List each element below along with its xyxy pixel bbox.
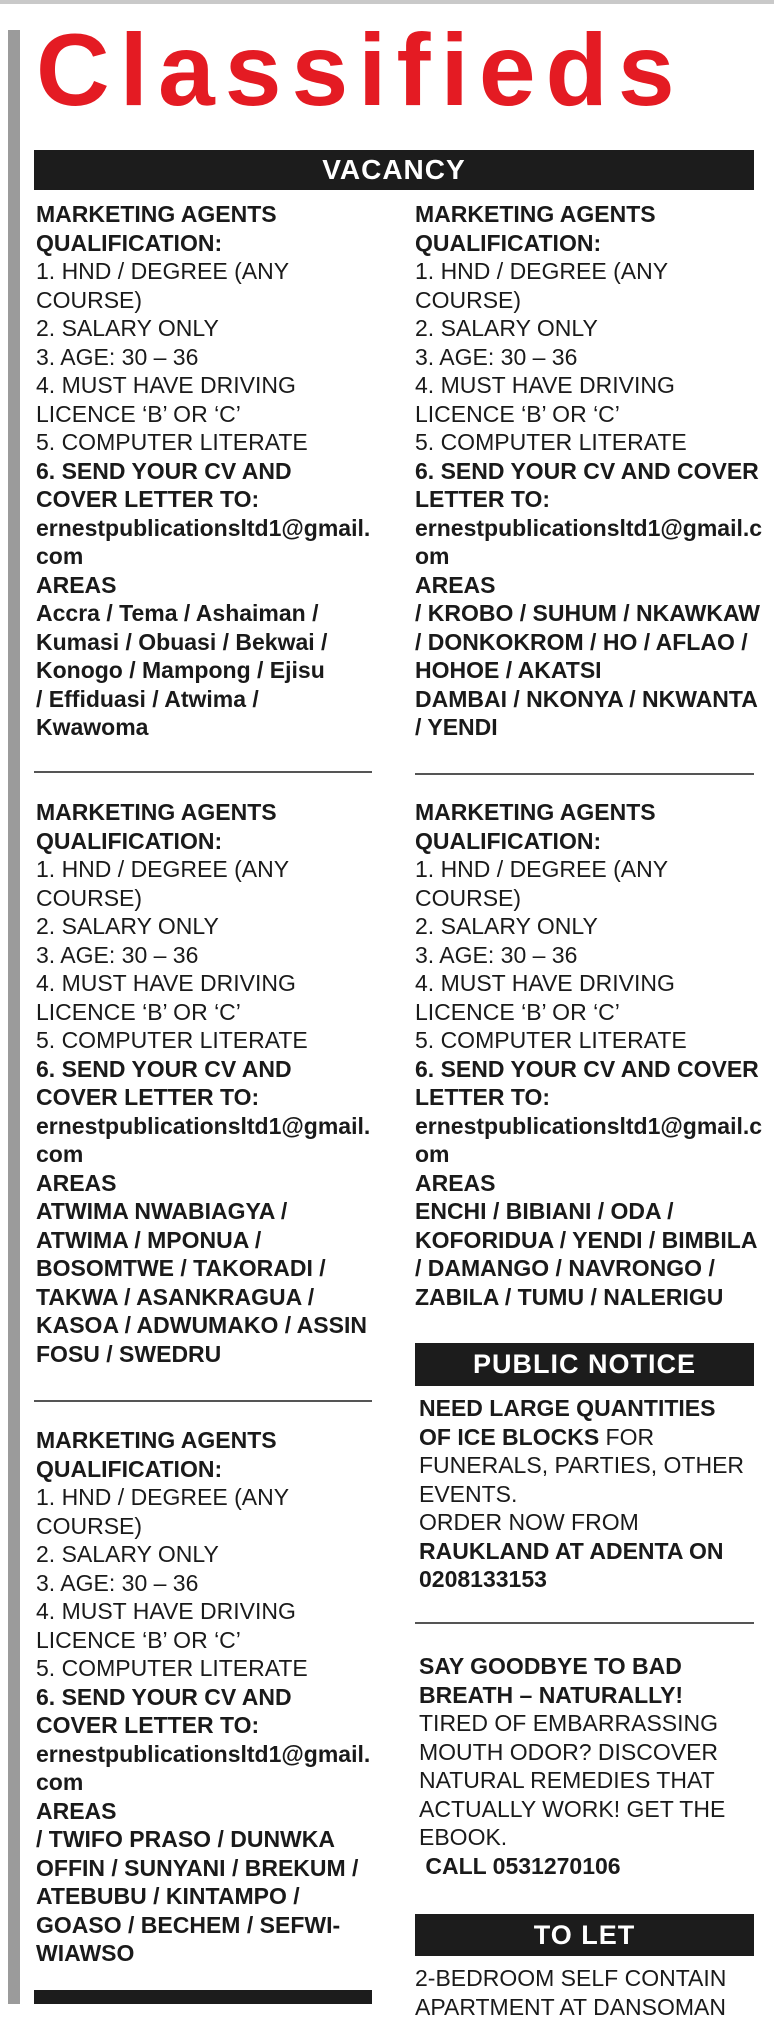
notice-text: TIRED OF EMBARRASSING [419,1709,759,1738]
ad-area-list: / KROBO / SUHUM / NKAWKAW [415,599,760,628]
notice-text: EBOOK. [419,1823,759,1852]
ad-area-list: OFFIN / SUNYANI / BREKUM / [36,1854,381,1883]
ad-area-list: KASOA / ADWUMAKO / ASSIN [36,1311,381,1340]
ad-requirement: 5. COMPUTER LITERATE [36,428,381,457]
ad-divider [34,771,372,773]
ad-area-list: TAKWA / ASANKRAGUA / [36,1283,381,1312]
ad-requirement: COURSE) [36,1512,381,1541]
notice-headline: SAY GOODBYE TO BAD [419,1652,759,1681]
to-let-headline: 2-BEDROOM SELF CONTAIN [415,1964,755,1993]
ad-email: ernestpublicationsltd1@gmail. [36,1740,381,1769]
ad-requirement: 1. HND / DEGREE (ANY [415,855,760,884]
ad-area-list: / DAMANGO / NAVRONGO / [415,1254,760,1283]
ad-requirement: 1. HND / DEGREE (ANY [36,855,381,884]
ad-requirement: 2. SALARY ONLY [36,912,381,941]
ad-qualification-label: QUALIFICATION: [36,827,381,856]
ad-requirement: 3. AGE: 30 – 36 [415,343,760,372]
ad-areas-label: AREAS [36,571,381,600]
ad-requirement: COURSE) [415,884,760,913]
notice-headline: NEED LARGE QUANTITIES [419,1394,759,1423]
notice-headline: BREATH – NATURALLY! [419,1681,759,1710]
notice-text: ORDER NOW FROM [419,1508,759,1537]
ad-requirement: 4. MUST HAVE DRIVING [415,969,760,998]
ad-qualification-label: QUALIFICATION: [36,1455,381,1484]
ad-email: ernestpublicationsltd1@gmail. [36,514,381,543]
ad-requirement: 2. SALARY ONLY [415,912,760,941]
notice-text: ACTUALLY WORK! GET THE [419,1795,759,1824]
ad-send-instruction: COVER LETTER TO: [36,485,381,514]
ad-area-list: GOASO / BECHEM / SEFWI- [36,1911,381,1940]
ad-qualification-label: QUALIFICATION: [415,827,760,856]
ad-requirement: LICENCE ‘B’ OR ‘C’ [36,998,381,1027]
ad-areas-label: AREAS [415,571,760,600]
ad-area-list: Kwawoma [36,713,381,742]
ad-areas-label: AREAS [415,1169,760,1198]
notice-phone: 0208133153 [419,1565,759,1594]
ad-area-list: / TWIFO PRASO / DUNWKA [36,1825,381,1854]
ad-email: com [36,1768,381,1797]
notice-text: EVENTS. [419,1480,759,1509]
ad-area-list: / DONKOKROM / HO / AFLAO / [415,628,760,657]
ad-requirement: 5. COMPUTER LITERATE [36,1654,381,1683]
ad-requirement: 4. MUST HAVE DRIVING [36,1597,381,1626]
ad-requirement: COURSE) [36,286,381,315]
ad-area-list: BOSOMTWE / TAKORADI / [36,1254,381,1283]
notice-text: NATURAL REMEDIES THAT [419,1766,759,1795]
ad-requirement: 5. COMPUTER LITERATE [36,1026,381,1055]
ice-blocks-notice [419,1394,759,1594]
bad-breath-notice [419,1652,759,1880]
ad-send-instruction: 6. SEND YOUR CV AND COVER [415,457,760,486]
vacancy-ad [36,200,381,742]
ad-requirement: 5. COMPUTER LITERATE [415,1026,760,1055]
section-banner-vacancy: VACANCY [34,150,754,190]
notice-vendor: RAUKLAND AT ADENTA ON [419,1537,759,1566]
ad-send-instruction: COVER LETTER TO: [36,1083,381,1112]
ad-qualification-label: QUALIFICATION: [36,229,381,258]
ad-requirement: LICENCE ‘B’ OR ‘C’ [36,400,381,429]
ad-qualification-label: QUALIFICATION: [415,229,760,258]
notice-divider [415,1622,754,1624]
ad-email: ernestpublicationsltd1@gmail. [36,1112,381,1141]
ad-email: om [415,1140,760,1169]
ad-areas-label: AREAS [36,1797,381,1826]
ad-title: MARKETING AGENTS [415,200,760,229]
ad-area-list: ATWIMA NWABIAGYA / [36,1197,381,1226]
ad-area-list: WIAWSO [36,1939,381,1968]
ad-requirement: 5. COMPUTER LITERATE [415,428,760,457]
notice-headline-bold: OF ICE BLOCKS [419,1424,599,1450]
ad-requirement: 3. AGE: 30 – 36 [36,941,381,970]
ad-send-instruction: 6. SEND YOUR CV AND [36,1683,381,1712]
ad-send-instruction: 6. SEND YOUR CV AND [36,1055,381,1084]
ad-area-list: HOHOE / AKATSI [415,656,760,685]
ad-send-instruction: 6. SEND YOUR CV AND [36,457,381,486]
vacancy-ad [36,798,381,1368]
vacancy-ad [415,200,760,742]
ad-requirement: 1. HND / DEGREE (ANY [415,257,760,286]
ad-requirement: 1. HND / DEGREE (ANY [36,257,381,286]
ad-area-list: / Effiduasi / Atwima / [36,685,381,714]
ad-areas-label: AREAS [36,1169,381,1198]
section-banner-to-let: TO LET [415,1914,754,1956]
ad-area-list: Konogo / Mampong / Ejisu [36,656,381,685]
ad-send-instruction: LETTER TO: [415,485,760,514]
to-let-ad [415,1964,755,2004]
ad-email: com [36,542,381,571]
masthead-title: Classifieds [36,14,774,126]
ad-requirement: 2. SALARY ONLY [36,1540,381,1569]
ad-area-list: Kumasi / Obuasi / Bekwai / [36,628,381,657]
ad-requirement: COURSE) [415,286,760,315]
ad-send-instruction: 6. SEND YOUR CV AND COVER [415,1055,760,1084]
ad-send-instruction: COVER LETTER TO: [36,1711,381,1740]
section-banner-public-notice: PUBLIC NOTICE [415,1343,754,1386]
ad-requirement: LICENCE ‘B’ OR ‘C’ [415,400,760,429]
ad-requirement: 2. SALARY ONLY [36,314,381,343]
vacancy-ad [415,798,760,1311]
ad-title: MARKETING AGENTS [415,798,760,827]
ad-divider [34,1400,372,1402]
ad-divider [415,773,754,775]
ad-area-list: ATWIMA / MPONUA / [36,1226,381,1255]
notice-text: FUNERALS, PARTIES, OTHER [419,1451,759,1480]
ad-area-list: Accra / Tema / Ashaiman / [36,599,381,628]
ad-requirement: 4. MUST HAVE DRIVING [415,371,760,400]
ad-title: MARKETING AGENTS [36,200,381,229]
ad-requirement: 1. HND / DEGREE (ANY [36,1483,381,1512]
notice-text: MOUTH ODOR? DISCOVER [419,1738,759,1767]
ad-requirement: LICENCE ‘B’ OR ‘C’ [415,998,760,1027]
notice-text: FOR [599,1424,654,1450]
ad-title: MARKETING AGENTS [36,798,381,827]
ad-requirement: LICENCE ‘B’ OR ‘C’ [36,1626,381,1655]
section-banner-bottom-left [34,1990,372,2004]
ad-email: com [36,1140,381,1169]
ad-email: ernestpublicationsltd1@gmail.c [415,1112,760,1141]
ad-area-list: FOSU / SWEDRU [36,1340,381,1369]
ad-requirement: 3. AGE: 30 – 36 [415,941,760,970]
vacancy-ad [36,1426,381,1968]
notice-phone: CALL 0531270106 [419,1852,759,1881]
ad-requirement: 3. AGE: 30 – 36 [36,1569,381,1598]
ad-email: ernestpublicationsltd1@gmail.c [415,514,760,543]
left-margin-bar [8,30,20,2004]
ad-requirement: 3. AGE: 30 – 36 [36,343,381,372]
ad-requirement: COURSE) [36,884,381,913]
to-let-text: APARTMENT AT DANSOMAN [415,1993,755,2021]
ad-area-list: ENCHI / BIBIANI / ODA / [415,1197,760,1226]
ad-email: om [415,542,760,571]
ad-requirement: 2. SALARY ONLY [415,314,760,343]
ad-requirement: 4. MUST HAVE DRIVING [36,969,381,998]
ad-area-list: ZABILA / TUMU / NALERIGU [415,1283,760,1312]
top-border [0,0,774,4]
ad-send-instruction: LETTER TO: [415,1083,760,1112]
ad-requirement: 4. MUST HAVE DRIVING [36,371,381,400]
ad-area-list: ATEBUBU / KINTAMPO / [36,1882,381,1911]
ad-title: MARKETING AGENTS [36,1426,381,1455]
ad-area-list: KOFORIDUA / YENDI / BIMBILA [415,1226,760,1255]
ad-area-list: DAMBAI / NKONYA / NKWANTA [415,685,760,714]
ad-area-list: / YENDI [415,713,760,742]
